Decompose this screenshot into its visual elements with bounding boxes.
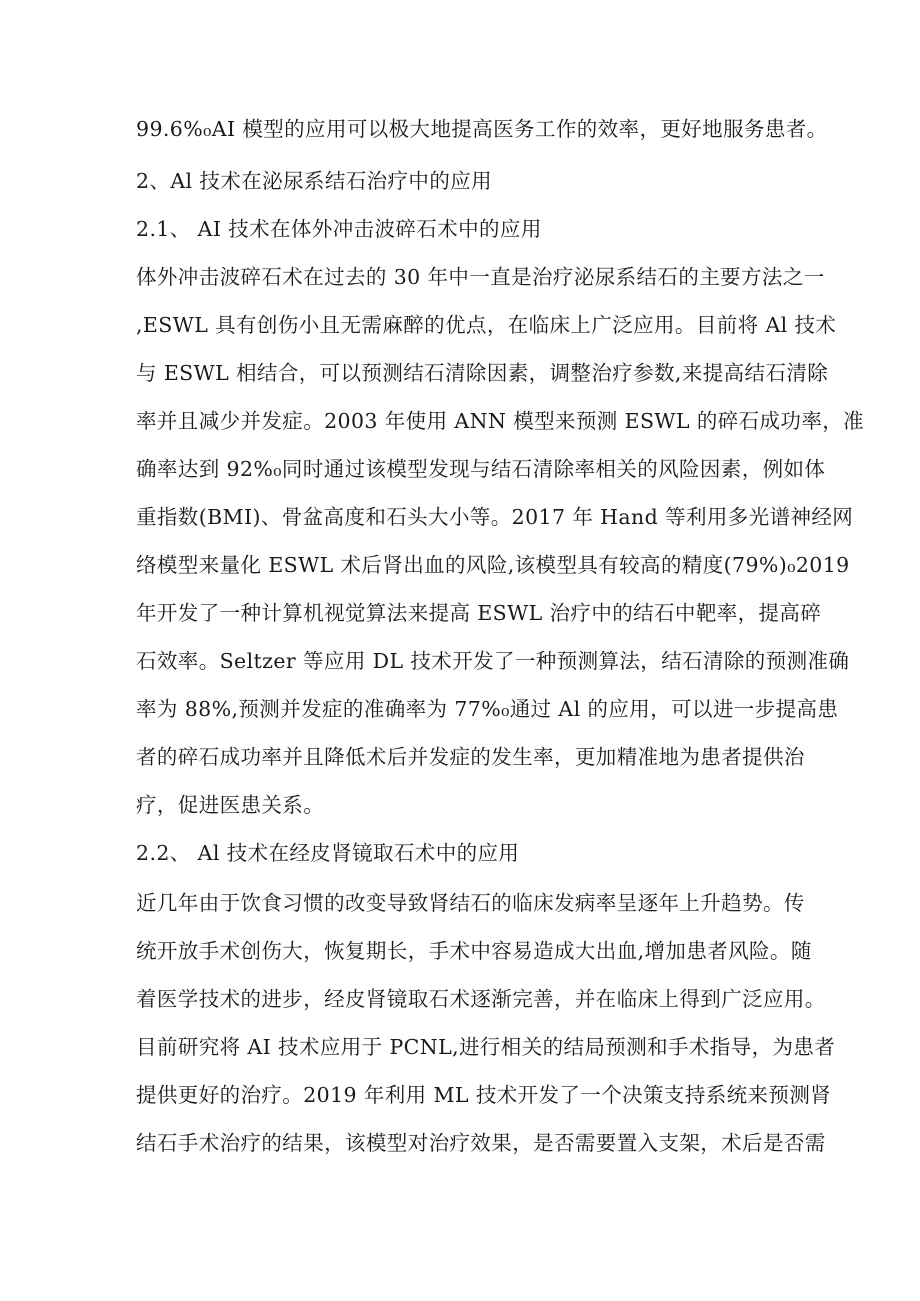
text-line: 确率达到 92%₀同时通过该模型发现与结石清除率相关的风险因素，例如体 <box>136 457 826 481</box>
text-line: 近几年由于饮食习惯的改变导致肾结石的临床发病率呈逐年上升趋势。传 <box>136 891 805 915</box>
text-line: 年开发了一种计算机视觉算法来提高 ESWL 治疗中的结石中靶率，提高碎 <box>136 601 822 625</box>
subsection-heading: 2.2、 Al 技术在经皮肾镜取石术中的应用 <box>136 841 520 865</box>
subsection-heading: 2.1、 AI 技术在体外冲击波碎石术中的应用 <box>136 217 542 241</box>
text-line: 着医学技术的进步，经皮肾镜取石术逐渐完善，并在临床上得到广泛应用。 <box>136 987 826 1011</box>
text-line: 提供更好的治疗。2019 年利用 ML 技术开发了一个决策支持系统来预测肾 <box>136 1083 832 1107</box>
text-line: 统开放手术创伤大，恢复期长，手术中容易造成大出血,增加患者风险。随 <box>136 939 812 963</box>
text-line: 99.6%₀AI 模型的应用可以极大地提高医务工作的效率，更好地服务患者。 <box>136 117 828 141</box>
text-line: ,ESWL 具有创伤小且无需麻醉的优点，在临床上广泛应用。目前将 Al 技术 <box>136 313 837 337</box>
text-line: 率并且减少并发症。2003 年使用 ANN 模型来预测 ESWL 的碎石成功率，准 <box>136 409 865 433</box>
text-line: 结石手术治疗的结果，该模型对治疗效果，是否需要置入支架，术后是否需 <box>136 1131 826 1155</box>
text-line: 重指数(BMI)、骨盆高度和石头大小等。2017 年 Hand 等利用多光谱神经网 <box>136 505 854 529</box>
text-line: 率为 88%,预测并发症的准确率为 77%₀通过 Al 的应用，可以进一步提高患 <box>136 697 839 721</box>
text-line: 目前研究将 AI 技术应用于 PCNL,进行相关的结局预测和手术指导，为患者 <box>136 1035 836 1059</box>
text-line: 者的碎石成功率并且降低术后并发症的发生率，更加精准地为患者提供治 <box>136 745 805 769</box>
text-line: 体外冲击波碎石术在过去的 30 年中一直是治疗泌尿系结石的主要方法之一 <box>136 265 825 289</box>
text-line: 疗，促进医患关系。 <box>136 793 325 817</box>
text-line: 络模型来量化 ESWL 术后肾出血的风险,该模型具有较高的精度(79%)₀2019 <box>136 553 850 577</box>
section-heading: 2、Al 技术在泌尿系结石治疗中的应用 <box>136 169 493 193</box>
text-line: 与 ESWL 相结合，可以预测结石清除因素，调整治疗参数,来提高结石清除 <box>136 361 829 385</box>
text-line: 石效率。Seltzer 等应用 DL 技术开发了一种预测算法，结石清除的预测准确 <box>136 649 850 673</box>
